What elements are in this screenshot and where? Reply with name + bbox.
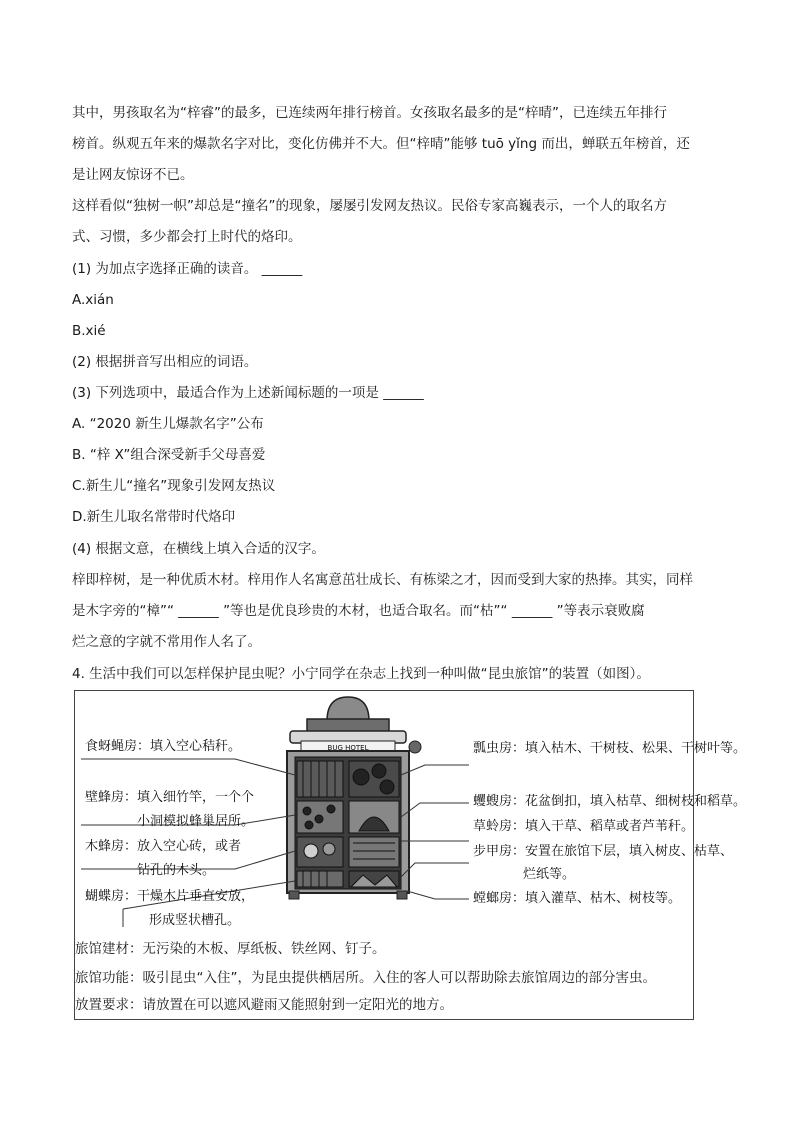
caption-function: 旅馆功能：吸引昆虫“入住”，为昆虫提供栖居所。入住的客人可以帮助除去旅馆周边的部分害虫。 (75, 970, 656, 986)
caption-placement: 放置要求：请放置在可以遮风避雨又能照射到一定阳光的地方。 (75, 997, 453, 1013)
label-carpenter-bee-room-1: 木蜂房：放入空心砖，或者 (85, 839, 242, 854)
q2-stem: (2) 根据拼音写出相应的词语。 (72, 354, 258, 370)
label-lacewing-room: 草蛉房：填入干草、稻草或者芦苇秆。 (473, 819, 695, 834)
label-butterfly-room-2: 形成竖状槽孔。 (149, 913, 241, 928)
sign-text: BUG HOTEL (327, 744, 369, 752)
label-mantis-room: 螳螂房：填入灌草、枯木、树枝等。 (473, 891, 682, 906)
passage-line-4: 这样看似“独树一帜”却总是“撞名”的现象，屡屡引发网友热议。民俗专家高巍表示，一个人的取名方 (72, 198, 667, 214)
q3-option-a: A. “2020 新生儿爆款名字”公布 (72, 416, 264, 432)
passage-line-5: 式、习惯，多少都会打上时代的烙印。 (72, 229, 302, 245)
passage-line-1: 其中，男孩取名为“梓睿”的最多，已连续两年排行榜首。女孩取名最多的是“梓晴”，已连续五年排行 (72, 105, 667, 121)
bug-hotel-figure (74, 690, 747, 1020)
q1-option-b: B.xié (72, 323, 106, 339)
label-hoverfly-room: 食蚜蝇房：填入空心秸秆。 (85, 739, 242, 754)
label-butterfly-room-1: 蝴蝶房：干燥木片垂直安放， (85, 889, 255, 904)
question-4-stem: 4. 生活中我们可以怎样保护昆虫呢？小宁同学在杂志上找到一种叫做“昆虫旅馆”的装置（如图）。 (72, 666, 650, 682)
q4-line-3: 烂之意的字就不常用作人名了。 (72, 634, 261, 650)
q1-option-a: A.xián (72, 292, 114, 308)
q4-stem: (4) 根据文意，在横线上填入合适的汉字。 (72, 541, 325, 557)
label-mason-bee-room-1: 壁蜂房：填入细竹竿，一个个 (85, 790, 255, 805)
caption-materials: 旅馆建材：无污染的木板、厚纸板、铁丝网、钉子。 (75, 941, 386, 957)
q3-option-c: C.新生儿“撞名”现象引发网友热议 (72, 478, 276, 494)
q3-stem: (3) 下列选项中，最适合作为上述新闻标题的一项是 ______ (72, 385, 424, 401)
passage-line-2: 榜首。纵观五年来的爆款名字对比，变化仿佛并不大。但“梓晴”能够 tuō yǐng 而出，蝉联五年榜首，还 (72, 136, 690, 152)
label-mason-bee-room-2: 小洞模拟蜂巢居所。 (137, 814, 255, 829)
label-carpenter-bee-room-2: 钻孔的木头。 (137, 863, 216, 878)
label-ground-beetle-room-1: 步甲房：安置在旅馆下层，填入树皮、枯草、 (473, 844, 734, 859)
label-ground-beetle-room-2: 烂纸等。 (523, 867, 576, 882)
q4-line-1: 梓即梓树，是一种优质木材。梓用作人名寓意茁壮成长、有栋梁之才，因而受到大家的热捧。其实，同样 (72, 572, 693, 588)
q3-option-d: D.新生儿取名常带时代烙印 (72, 509, 236, 525)
label-ladybug-room: 瓢虫房：填入枯木、干树枝、松果、干树叶等。 (473, 741, 747, 756)
label-earwig-room: 蠼螋房：花盆倒扣，填入枯草、细树枝和稻草。 (473, 794, 747, 809)
passage-line-3: 是让网友惊讶不已。 (72, 167, 194, 183)
q1-stem: (1) 为加点字选择正确的读音。 ______ (72, 261, 303, 277)
q4-line-2: 是木字旁的“樟”“ ______ ”等也是优良珍贵的木材，也适合取名。而“枯”“ ______ ”等表示衰败腐 (72, 603, 645, 619)
q3-option-b: B. “梓 X”组合深受新手父母喜爱 (72, 447, 266, 463)
